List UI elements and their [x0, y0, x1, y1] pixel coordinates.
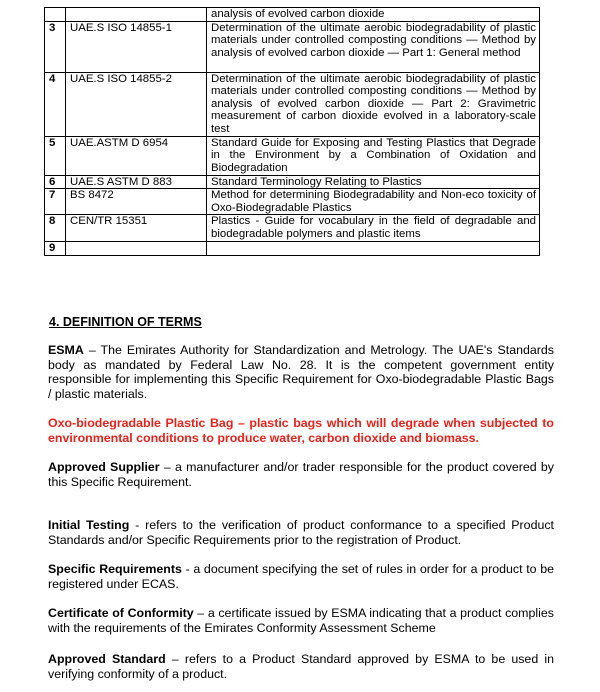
table-row [45, 136, 540, 175]
row-number: 5 [45, 136, 66, 175]
row-number: 3 [45, 21, 66, 72]
standard-description: Standard Terminology Relating to Plastics [207, 175, 540, 189]
table-row [45, 242, 540, 256]
definition-text: – a certificate issued by ESMA indicating that a product complies with the requirements of the Emirates Conformity Assessment Scheme [48, 606, 554, 635]
definition-text: - refers to the verification of product conformance to a specified Product Standards and/or Specific Requirements prior to the registration of Product. [48, 518, 554, 547]
row-number: 9 [45, 242, 66, 256]
definition-term: Initial Testing [48, 518, 130, 532]
section-heading-text: 4. DEFINITION OF TERMS [49, 315, 202, 329]
standard-description: analysis of evolved carbon dioxide [207, 8, 540, 22]
table-row [45, 215, 540, 242]
definition-approved-supplier [48, 460, 554, 489]
standard-code: UAE.S ASTM D 883 [66, 175, 207, 189]
definition-oxo-biodegradable-bag: Oxo-biodegradable Plastic Bag – plastic bags which will degrade when subjected to environmental conditions to produce water, carbon dioxide and biomass. [48, 416, 554, 445]
definition-initial-testing [48, 518, 554, 547]
row-number: 4 [45, 72, 66, 136]
definition-text: – The Emirates Authority for Standardization and Metrology. The UAE's Standards body as mandated by Federal Law No. 28. It is the competent government entity responsible for implementing this Specific Requirement for Oxo-biodegradable Plastic Bags / plastic materials. [48, 343, 554, 401]
standard-description: Method for determining Biodegradability and Non-eco toxicity of Oxo-Biodegradable Plastics [207, 189, 540, 215]
table-row [45, 189, 540, 215]
definition-esma [48, 343, 554, 401]
row-number: 7 [45, 189, 66, 215]
section-heading [49, 315, 202, 329]
table-row [45, 21, 540, 72]
definition-specific-requirements [48, 562, 554, 591]
standard-description: Determination of the ultimate aerobic biodegradability of plastic materials under controlled composting conditions — Method by analysis of evolved carbon dioxide — Part 1: General method [207, 21, 540, 72]
definition-term: Specific Requirements [48, 562, 182, 576]
standard-code: UAE.S ISO 14855-1 [66, 21, 207, 72]
definition-text: – a manufacturer and/or trader responsible for the product covered by this Specific Requirement. [48, 460, 555, 489]
definition-term: Certificate of Conformity [48, 606, 194, 620]
standard-code: UAE.S ISO 14855-2 [66, 72, 207, 136]
table-row [45, 175, 540, 189]
definition-term: ESMA [48, 343, 84, 357]
standard-code [66, 8, 207, 22]
standard-description [207, 242, 540, 256]
standard-description: Standard Guide for Exposing and Testing Plastics that Degrade in the Environment by a Combination of Oxidation and Biodegradation [207, 136, 540, 175]
table-row [45, 72, 540, 136]
row-number: 8 [45, 215, 66, 242]
standard-description: Plastics - Guide for vocabulary in the field of degradable and biodegradable polymers and plastic items [207, 215, 540, 242]
standard-code [66, 242, 207, 256]
definition-approved-standard [48, 652, 554, 681]
definition-term: Approved Standard [48, 652, 166, 666]
standards-table [44, 7, 540, 256]
standard-code: BS 8472 [66, 189, 207, 215]
definition-certificate-of-conformity [48, 606, 554, 635]
standard-description: Determination of the ultimate aerobic biodegradability of plastic materials under controlled composting conditions — Method by analysis of evolved carbon dioxide — Part 2: Gravimetric measurement of carbon dioxide evolved in a laboratory-scale test [207, 72, 540, 136]
row-number: 6 [45, 175, 66, 189]
definition-text: - a document specifying the set of rules in order for a product to be registered under ECAS. [48, 562, 554, 591]
table-row [45, 8, 540, 22]
definition-term: Approved Supplier [48, 460, 160, 474]
definition-text: – refers to a Product Standard approved by ESMA to be used in verifying conformity of a product. [48, 652, 554, 681]
standard-code: UAE.ASTM D 6954 [66, 136, 207, 175]
row-number [45, 8, 66, 22]
standard-code: CEN/TR 15351 [66, 215, 207, 242]
